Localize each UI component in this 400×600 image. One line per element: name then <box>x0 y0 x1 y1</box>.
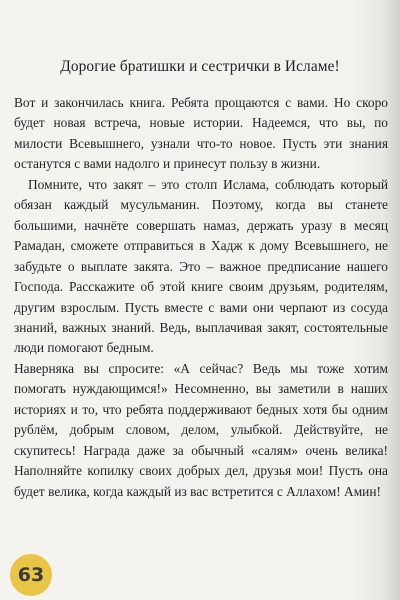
page-number-badge <box>10 554 52 596</box>
page-number: 63 <box>17 564 45 586</box>
body-text <box>14 93 388 502</box>
paragraph-1: Вот и закончилась книга. Ребята прощаются с вами. Но скоро будет новая встреча, новые истории. Надеемся, что вы, по милости Всевышнего, узнали что-то новое. Пусть эти знания останутся с вами надолго и принесут пользу в жизни. <box>14 95 388 172</box>
paragraph-3: Наверняка вы спросите: «А сейчас? Ведь мы тоже хотим помогать нуждающимся!» Несомненно, вы заметили в наших историях и то, что ребята поддерживают бедных хотя бы одним рублём, добрым словом, делом, улыбкой. Действуйте, не скупитесь! Награда даже за обычный «салям» очень велика! Наполняйте копилку своих добрых дел, друзья мои! Пусть она будет велика, когда каждый из вас встретится с Аллахом! Амин! <box>14 360 388 499</box>
page-heading: Дорогие братишки и сестрички в Исламе! <box>60 58 340 75</box>
paragraph-2: Помните, что закят – это столп Ислама, соблюдать который обязан каждый мусульманин. Поэтому, когда вы станете большими, начнёте совершать намаз, держать уразу в месяц Рамадан, сможете отправиться в Хадж к дому Всевышнего, не забудьте о выплате закята. Это – важное предписание нашего Господа. Расскажите об этой книге своим друзьям, родителям, другим взрослым. Пусть вместе с вами они черпают из сосуда знаний, важных знаний. Ведь, выплачивая закят, состоятельные люди помогают бедным. <box>14 176 388 356</box>
